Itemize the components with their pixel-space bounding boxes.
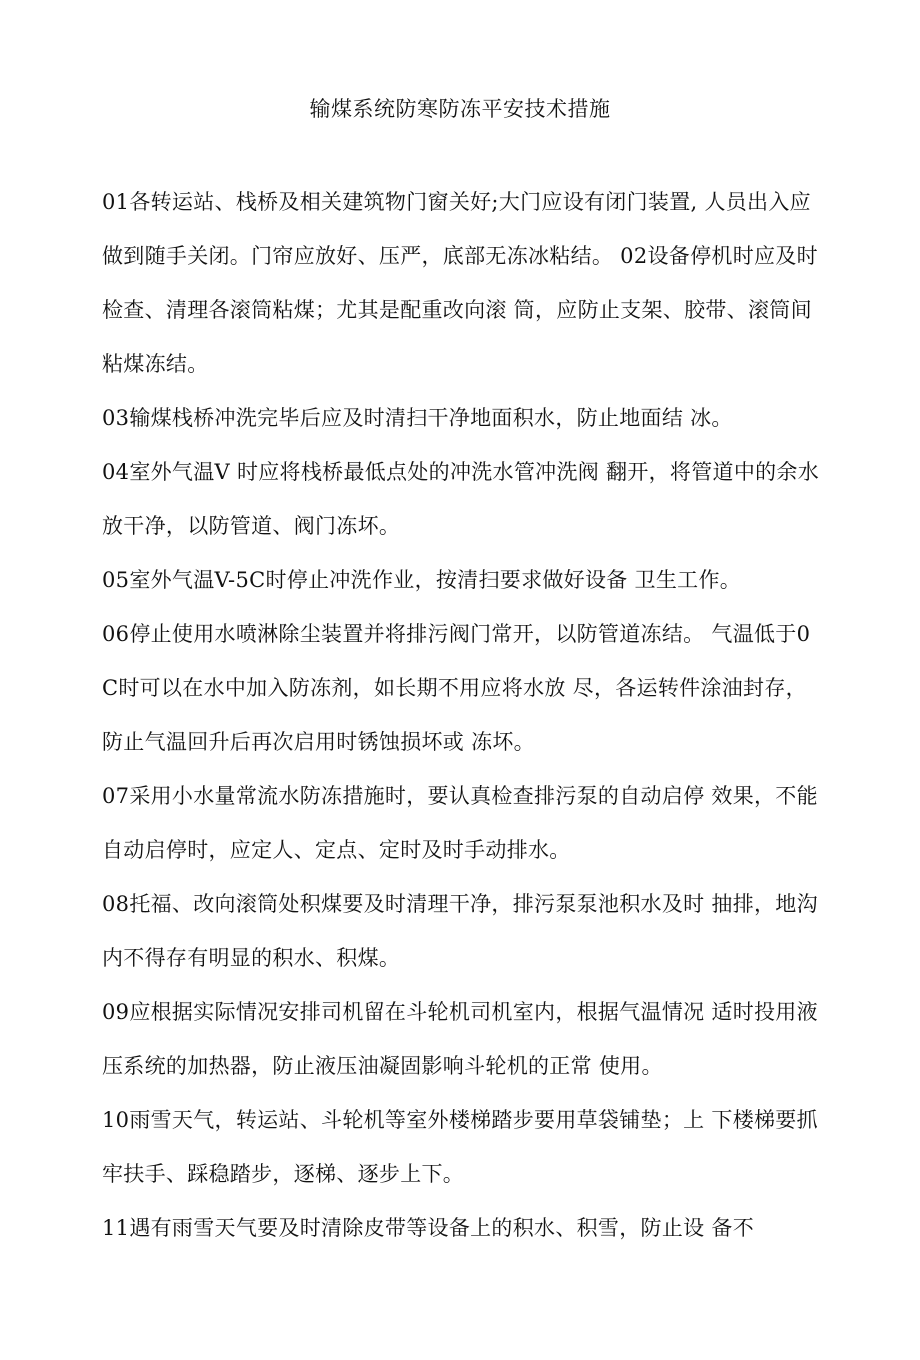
paragraph-04: 04室外气温V 时应将栈桥最低点处的冲洗水管冲洗阀 翻开，将管道中的余水放干净，以防管道、阀门冻坏。 (102, 460, 820, 538)
paragraph-07: 07采用小水量常流水防冻措施时，要认真检查排污泵的自动启停 效果，不能自动启停时，应定人、定点、定时及时手动排水。 (102, 784, 818, 862)
paragraph-03: 03输煤栈桥冲洗完毕后应及时清扫干净地面积水，防止地面结 冰。 (102, 406, 733, 430)
paragraph-10: 10雨雪天气，转运站、斗轮机等室外楼梯踏步要用草袋铺垫；上 下楼梯要抓牢扶手、踩稳踏步，逐梯、逐步上下。 (102, 1108, 818, 1186)
document-body (102, 175, 826, 1255)
paragraph-11: 11遇有雨雪天气要及时清除皮带等设备上的积水、积雪，防止设 备不 (102, 1216, 754, 1240)
paragraph-06: 06停止使用水喷淋除尘装置并将排污阀门常开，以防管道冻结。 气温低于0C时可以在水中加入防冻剂，如长期不用应将水放 尽，各运转件涂油封存，防止气温回升后再次启用时锈蚀损坏或 冻坏。 (102, 622, 811, 754)
paragraph-09: 09应根据实际情况安排司机留在斗轮机司机室内，根据气温情况 适时投用液压系统的加热器，防止液压油凝固影响斗轮机的正常 使用。 (102, 1000, 818, 1078)
paragraph-01-02: 01各转运站、栈桥及相关建筑物门窗关好;大门应设有闭门装置, 人员出入应做到随手关闭。门帘应放好、压严，底部无冻冰粘结。 02设备停机时应及时检查、清理各滚筒粘煤；尤其是配重改向滚 筒，应防止支架、胶带、滚筒间粘煤冻结。 (102, 190, 818, 376)
paragraph-05: 05室外气温V-5C时停止冲洗作业，按清扫要求做好设备 卫生工作。 (102, 568, 742, 592)
paragraph-08: 08托福、改向滚筒处积煤要及时清理干净，排污泵泵池积水及时 抽排，地沟内不得存有明显的积水、积煤。 (102, 892, 818, 970)
document-title: 输煤系统防寒防冻平安技术措施 (309, 97, 611, 121)
